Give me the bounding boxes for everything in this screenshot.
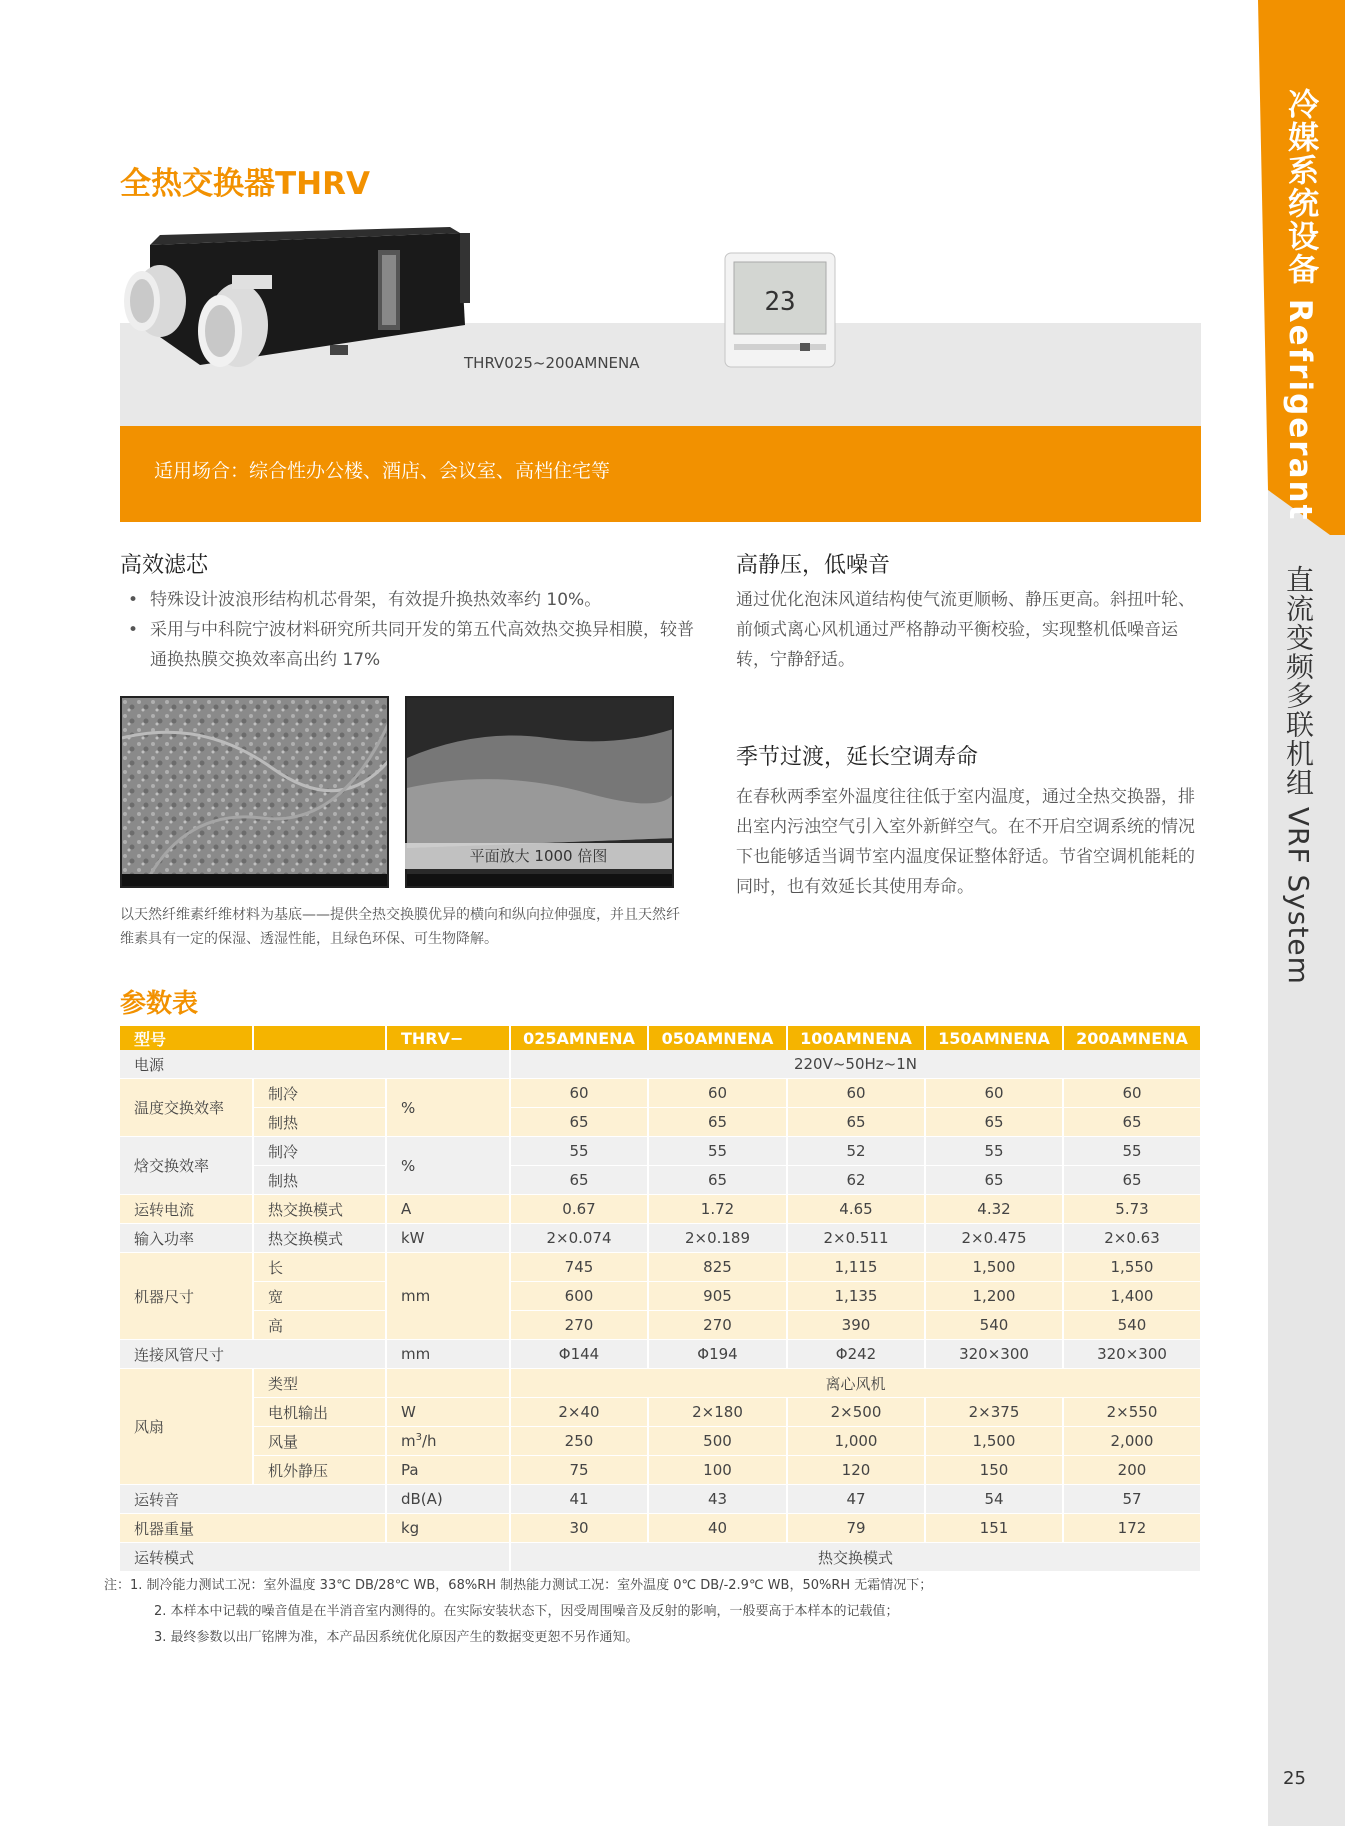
cell: 2×375 — [925, 1398, 1063, 1427]
cell: 4.65 — [787, 1195, 925, 1224]
cell: 0.67 — [510, 1195, 648, 1224]
micrograph-caption: 平面放大 1000 倍图 — [405, 843, 672, 869]
table-row-enth-cool — [120, 1137, 1201, 1166]
cell: 54 — [925, 1485, 1063, 1514]
row-label: 运转模式 — [120, 1543, 510, 1572]
table-row-enth-heat — [120, 1166, 1201, 1195]
cell: 41 — [510, 1485, 648, 1514]
svg-text:23: 23 — [764, 287, 796, 317]
cell: 2×0.511 — [787, 1224, 925, 1253]
bullet-icon: • — [128, 590, 139, 610]
cell: 270 — [510, 1311, 648, 1340]
thrv-unit-image — [120, 225, 490, 400]
figure-caption: 以天然纤维素纤维材料为基底——提供全热交换膜优异的横向和纵向拉伸强度，并且天然纤维素具有一定的保湿、透湿性能，且绿色环保、可生物降解。 — [120, 907, 680, 947]
table-row-current — [120, 1195, 1201, 1224]
cell: 540 — [925, 1311, 1063, 1340]
cell: 2×180 — [648, 1398, 787, 1427]
row-unit: % — [386, 1079, 510, 1137]
cell: 1,135 — [787, 1282, 925, 1311]
row-label: 风扇 — [120, 1369, 253, 1485]
footnotes — [104, 1573, 932, 1651]
header-model-col: 100AMNENA — [787, 1026, 925, 1050]
cell: 离心风机 — [510, 1369, 1201, 1398]
row-label: 温度交换效率 — [120, 1079, 253, 1137]
cell: 55 — [1063, 1137, 1201, 1166]
cell: 905 — [648, 1282, 787, 1311]
row-sublabel: 风量 — [253, 1427, 386, 1456]
row-label: 输入功率 — [120, 1224, 253, 1253]
table-row-noise — [120, 1485, 1201, 1514]
cell: 40 — [648, 1514, 787, 1543]
row-sublabel: 宽 — [253, 1282, 386, 1311]
footnote: 3. 最终参数以出厂铭牌为准，本产品因系统优化原因产生的数据变更恕不另作通知。 — [154, 1630, 639, 1645]
row-unit — [386, 1369, 510, 1398]
cell: 151 — [925, 1514, 1063, 1543]
season-heading: 季节过渡，延长空调寿命 — [736, 745, 979, 770]
cell: 55 — [925, 1137, 1063, 1166]
cell: 4.32 — [925, 1195, 1063, 1224]
cell: 200 — [1063, 1456, 1201, 1485]
row-unit: $m^3/h$ — [386, 1427, 510, 1456]
row-sublabel: 制冷 — [253, 1079, 386, 1108]
application-band — [120, 426, 1201, 522]
row-sublabel: 热交换模式 — [253, 1224, 386, 1253]
table-row-temp-cool — [120, 1079, 1201, 1108]
table-row-fan-type — [120, 1369, 1201, 1398]
table-row-mode — [120, 1543, 1201, 1572]
header-prefix: THRV− — [386, 1026, 510, 1050]
page-title: 全热交换器THRV — [120, 166, 370, 202]
table-row-fan-esp — [120, 1456, 1201, 1485]
cell: 320×300 — [1063, 1340, 1201, 1369]
cell: 2×550 — [1063, 1398, 1201, 1427]
cell: 2,000 — [1063, 1427, 1201, 1456]
filter-heading: 高效滤芯 — [120, 553, 209, 578]
table-row-length — [120, 1253, 1201, 1282]
sub-category-title: 直流变频多联机组 VRF System — [1282, 565, 1315, 985]
cell: 65 — [1063, 1108, 1201, 1137]
cell: 57 — [1063, 1485, 1201, 1514]
row-sublabel: 电机输出 — [253, 1398, 386, 1427]
cell: 745 — [510, 1253, 648, 1282]
cell: 500 — [648, 1427, 787, 1456]
footnote: 2. 本样本中记载的噪音值是在半消音室内测得的。在实际安装状态下，因受周围噪音及反射的影响，一般要高于本样本的记载值； — [154, 1604, 899, 1619]
cell: 65 — [648, 1166, 787, 1195]
page-number: 25 — [1283, 1768, 1306, 1789]
cell: Φ144 — [510, 1340, 648, 1369]
cell: 100 — [648, 1456, 787, 1485]
cell: 65 — [648, 1108, 787, 1137]
cell: 55 — [510, 1137, 648, 1166]
cell: 270 — [648, 1311, 787, 1340]
cell: Φ194 — [648, 1340, 787, 1369]
row-sublabel: 制冷 — [253, 1137, 386, 1166]
header-model-col: 025AMNENA — [510, 1026, 648, 1050]
header-model-col: 200AMNENA — [1063, 1026, 1201, 1050]
table-row-fan-airflow — [120, 1427, 1201, 1456]
cell: 2×40 — [510, 1398, 648, 1427]
cell: 2×500 — [787, 1398, 925, 1427]
cell: 1,400 — [1063, 1282, 1201, 1311]
row-unit: kg — [386, 1514, 510, 1543]
row-unit: mm — [386, 1340, 510, 1369]
cell: 1.72 — [648, 1195, 787, 1224]
cell: 1,000 — [787, 1427, 925, 1456]
spec-table-title: 参数表 — [120, 989, 199, 1019]
header-model-col: 050AMNENA — [648, 1026, 787, 1050]
row-label: 机器重量 — [120, 1514, 386, 1543]
cell: 65 — [925, 1108, 1063, 1137]
bullet-icon: • — [128, 620, 139, 640]
model-caption: THRV025~200AMNENA — [464, 354, 640, 372]
static-pressure-heading: 高静压，低噪音 — [736, 553, 891, 578]
cell: 220V~50Hz~1N — [510, 1050, 1201, 1079]
table-row-fan-motor — [120, 1398, 1201, 1427]
row-unit: kW — [386, 1224, 510, 1253]
row-label: 连接风管尺寸 — [120, 1340, 386, 1369]
cell: 390 — [787, 1311, 925, 1340]
cell: 65 — [510, 1108, 648, 1137]
row-unit: mm — [386, 1253, 510, 1340]
row-sublabel: 机外静压 — [253, 1456, 386, 1485]
row-sublabel: 高 — [253, 1311, 386, 1340]
cell: 75 — [510, 1456, 648, 1485]
table-row-duct — [120, 1340, 1201, 1369]
footnote: 注：1. 制冷能力测试工况：室外温度 33℃ DB/28℃ WB，68%RH 制热能力测试工况：室外温度 0℃ DB/-2.9℃ WB，50%RH 无霜情况下； — [104, 1578, 933, 1593]
wired-controller-image — [724, 252, 836, 368]
row-sublabel: 类型 — [253, 1369, 386, 1398]
application-text: 适用场合：综合性办公楼、酒店、会议室、高档住宅等 — [154, 460, 611, 482]
cell: 825 — [648, 1253, 787, 1282]
cell: 65 — [925, 1166, 1063, 1195]
cell: 540 — [1063, 1311, 1201, 1340]
table-row-input-power — [120, 1224, 1201, 1253]
row-unit: A — [386, 1195, 510, 1224]
cell: 65 — [787, 1108, 925, 1137]
cell: 120 — [787, 1456, 925, 1485]
table-row-height — [120, 1311, 1201, 1340]
cell: 1,500 — [925, 1427, 1063, 1456]
season-text: 在春秋两季室外温度往往低于室内温度，通过全热交换器，排出室内污浊空气引入室外新鲜空气。在不开启空调系统的情况下也能够适当调节室内温度保证整体舒适。节省空调机能耗的同时，也有效延长其使用寿命。 — [736, 787, 1195, 897]
table-row-temp-heat — [120, 1108, 1201, 1137]
table-row-width — [120, 1282, 1201, 1311]
cell: 172 — [1063, 1514, 1201, 1543]
category-title: 冷媒系统设备 Refrigerant — [1282, 88, 1318, 522]
cell: 60 — [1063, 1079, 1201, 1108]
cell: 1,500 — [925, 1253, 1063, 1282]
cell: 250 — [510, 1427, 648, 1456]
cell: 43 — [648, 1485, 787, 1514]
row-sublabel: 制热 — [253, 1166, 386, 1195]
row-label: 电源 — [120, 1050, 510, 1079]
cell: 47 — [787, 1485, 925, 1514]
cell: 65 — [1063, 1166, 1201, 1195]
cell: 1,550 — [1063, 1253, 1201, 1282]
cell: 320×300 — [925, 1340, 1063, 1369]
cell: 60 — [648, 1079, 787, 1108]
row-label: 机器尺寸 — [120, 1253, 253, 1340]
row-sublabel: 长 — [253, 1253, 386, 1282]
row-unit: Pa — [386, 1456, 510, 1485]
cell: 150 — [925, 1456, 1063, 1485]
cell: 60 — [787, 1079, 925, 1108]
row-label: 运转音 — [120, 1485, 386, 1514]
cell: 2×0.074 — [510, 1224, 648, 1253]
table-row-weight — [120, 1514, 1201, 1543]
table-row-power — [120, 1050, 1201, 1079]
cell: 2×0.475 — [925, 1224, 1063, 1253]
header-model-col: 150AMNENA — [925, 1026, 1063, 1050]
cell: 2×0.189 — [648, 1224, 787, 1253]
cell: 79 — [787, 1514, 925, 1543]
table-header-row — [120, 1026, 1201, 1050]
row-unit: W — [386, 1398, 510, 1427]
spec-table — [120, 1026, 1202, 1572]
cell: 60 — [510, 1079, 648, 1108]
cell: 30 — [510, 1514, 648, 1543]
row-sublabel: 热交换模式 — [253, 1195, 386, 1224]
cell: 热交换模式 — [510, 1543, 1201, 1572]
cell: 600 — [510, 1282, 648, 1311]
cell: 2×0.63 — [1063, 1224, 1201, 1253]
cell: 55 — [648, 1137, 787, 1166]
row-unit: % — [386, 1137, 510, 1195]
row-unit: dB(A) — [386, 1485, 510, 1514]
cell: Φ242 — [787, 1340, 925, 1369]
row-label: 焓交换效率 — [120, 1137, 253, 1195]
static-pressure-text: 通过优化泡沫风道结构使气流更顺畅、静压更高。斜扭叶轮、前倾式离心风机通过严格静动平衡校验，实现整机低噪音运转，宁静舒适。 — [736, 590, 1195, 670]
cell: 1,115 — [787, 1253, 925, 1282]
cell: 1,200 — [925, 1282, 1063, 1311]
cell: 65 — [510, 1166, 648, 1195]
row-sublabel: 制热 — [253, 1108, 386, 1137]
cell: 5.73 — [1063, 1195, 1201, 1224]
cell: 52 — [787, 1137, 925, 1166]
micrograph-surface — [120, 696, 389, 888]
cell: 60 — [925, 1079, 1063, 1108]
cell: 62 — [787, 1166, 925, 1195]
header-blank — [253, 1026, 386, 1050]
header-model: 型号 — [120, 1026, 253, 1050]
row-label: 运转电流 — [120, 1195, 253, 1224]
